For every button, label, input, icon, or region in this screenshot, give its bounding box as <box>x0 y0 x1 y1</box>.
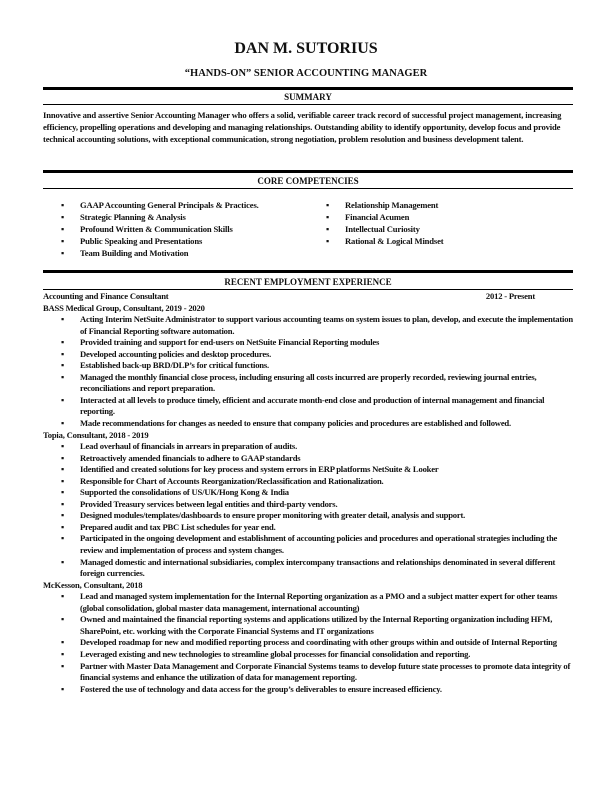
competency-item: ▪ Financial Acumen <box>308 211 558 223</box>
competency-item: ▪ Relationship Management <box>308 199 558 211</box>
divider <box>43 270 573 273</box>
divider <box>43 289 573 290</box>
job-bullet: ▪ Provided training and support for end-users on NetSuite Financial Reporting modules <box>43 337 575 349</box>
job-bullet: ▪ Identified and created solutions for key process and system errors in ERP platforms NetSuite & Looker <box>43 464 575 476</box>
job-bullet: ▪ Partner with Master Data Management and Corporate Financial Systems teams to develop future state processes to promote data integrity of financial systems and enhance the utilization of data for management reporting. <box>43 661 575 684</box>
job-bullet: ▪ Acting Interim NetSuite Administrator to support various accounting teams on system issues to plan, develop, and execute the implementation of Financial Reporting software automation. <box>43 314 575 337</box>
competency-item: ▪ Public Speaking and Presentations <box>43 235 313 247</box>
job-bullets <box>43 441 575 580</box>
competencies-left <box>43 199 313 259</box>
competency-item: ▪ Team Building and Motivation <box>43 247 313 259</box>
job-title: McKesson, Consultant, 2018 <box>43 579 143 590</box>
job-bullets <box>43 314 575 429</box>
job-bullet: ▪ Participated in the ongoing development and establishment of accounting policies and procedures and operational strategies including the review and implementation of process and system changes. <box>43 533 575 556</box>
experience-heading: RECENT EMPLOYMENT EXPERIENCE <box>224 277 392 287</box>
job-bullet: ▪ Retroactively amended financials to adhere to GAAP standards <box>43 453 575 465</box>
job-bullet: ▪ Lead and managed system implementation for the Internal Reporting organization as a PMO and a subject matter expert for other teams (global consolidation, global master data management, international accounting) <box>43 591 575 614</box>
role-line <box>43 291 575 303</box>
job-bullet: ▪ Leveraged existing and new technologies to streamline global processes for financial consolidation and reporting. <box>43 649 575 661</box>
competency-item: ▪ Strategic Planning & Analysis <box>43 211 313 223</box>
job-bullet: ▪ Managed the monthly financial close process, including ensuring all costs incurred are properly recorded, reviewing journal entries, reconciliations and report preparation. <box>43 372 575 395</box>
candidate-name: DAN M. SUTORIUS <box>234 40 378 57</box>
divider <box>43 188 573 189</box>
competency-item: ▪ Intellectual Curiosity <box>308 223 558 235</box>
job-title: BASS Medical Group, Consultant, 2019 - 2020 <box>43 302 205 313</box>
job-bullet: ▪ Designed modules/templates/dashboards to ensure proper monitoring with greater detail, analysis and support. <box>43 510 575 522</box>
job-bullet: ▪ Developed roadmap for new and modified reporting process and coordinating with other groups within and outside of Internal Reporting <box>43 637 575 649</box>
job-bullet: ▪ Fostered the use of technology and data access for the group’s deliverables to ensure increased efficiency. <box>43 684 575 696</box>
job-bullet: ▪ Managed domestic and international subsidiaries, complex intercompany transactions and relationships denominated in several different foreign currencies. <box>43 557 575 580</box>
job-bullet: ▪ Supported the consolidations of US/UK/Hong Kong & India <box>43 487 575 499</box>
competencies-heading: CORE COMPETENCIES <box>257 176 359 186</box>
job-bullet: ▪ Established back-up BRD/DLP’s for critical functions. <box>43 360 575 372</box>
competencies-right <box>308 199 558 247</box>
experience-section <box>43 291 575 695</box>
role-title: Accounting and Finance Consultant <box>43 291 169 301</box>
summary-heading: SUMMARY <box>284 92 332 102</box>
candidate-title: “HANDS-ON” SENIOR ACCOUNTING MANAGER <box>184 68 428 79</box>
job-bullets <box>43 591 575 695</box>
job-bullet: ▪ Made recommendations for changes as needed to ensure that company policies and procedures are established and followed. <box>43 418 575 430</box>
job-bullet: ▪ Owned and maintained the financial reporting systems and applications utilized by the Internal Reporting organization including HFM, SharePoint, etc. working with the Corporate Financial Systems and IT organizations <box>43 614 575 637</box>
divider <box>43 170 573 173</box>
job-bullet: ▪ Lead overhaul of financials in arrears in preparation of audits. <box>43 441 575 453</box>
job-list <box>43 303 575 696</box>
divider <box>43 87 573 90</box>
job-bullet: ▪ Provided Treasury services between legal entities and third-party vendors. <box>43 499 575 511</box>
job-bullet: ▪ Prepared audit and tax PBC List schedules for year end. <box>43 522 575 534</box>
job-bullet: ▪ Responsible for Chart of Accounts Reorganization/Reclassification and Rationalization. <box>43 476 575 488</box>
competency-item: ▪ Rational & Logical Mindset <box>308 235 558 247</box>
summary-text: Innovative and assertive Senior Accounting Manager who offers a solid, verifiable career track record of successful project management, increasing efficiency, propelling operations and developing and managing relationships. Outstanding ability to identify opportunity, develop focus and provide technical accounting solutions, with exceptional communication, strong negotiation, problem resolution and business development talent. <box>43 110 562 144</box>
role-dates: 2012 - Present <box>485 291 535 301</box>
job-bullet: ▪ Developed accounting policies and desktop procedures. <box>43 349 575 361</box>
job-bullet: ▪ Interacted at all levels to produce timely, efficient and accurate month-end close and production of internal management and financial reporting. <box>43 395 575 418</box>
job-title: Topia, Consultant, 2018 - 2019 <box>43 429 149 440</box>
divider <box>43 104 573 105</box>
competency-item: ▪ Profound Written & Communication Skills <box>43 223 313 235</box>
competency-item: ▪ GAAP Accounting General Principals & Practices. <box>43 199 313 211</box>
